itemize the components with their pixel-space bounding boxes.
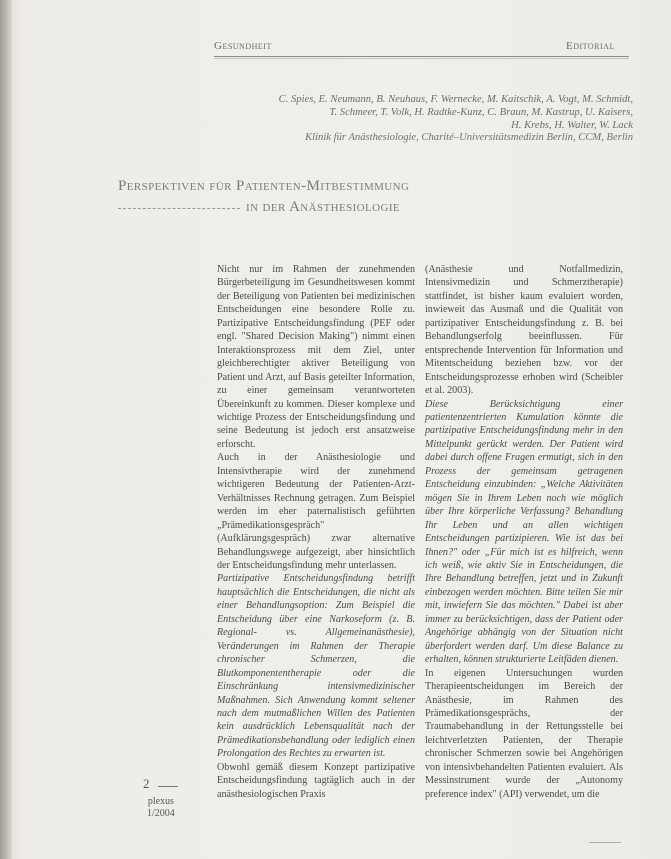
paragraph: Obwohl gemäß diesem Konzept partizipative Entscheidungsfindung tagtäglich auch in der anästhesiologischen Praxis <box>217 761 415 800</box>
paragraph-italic: Diese Berücksichtigung einer patientenzentrierten Kumulation könnte die partizipative Entscheidungsfindung mehr in den Mittelpunkt gerückt werden. Der Patient wird dabei durch offene Fragen ermutigt, sich in den Prozess der gemeinsam getragenen Entscheidung einzubinden: „Welche Aktivitäten mögen Sie in Ihrem Leben noch wie möglich über Ihre körperliche Verfassung? Behandlung Ihr Leben und an allen wichtigen Entscheidungen partizipieren. Wie ist das bei Ihnen?" oder „Für mich ist es hilfreich, wenn ich weiß, wie aktiv Sie in Entscheidungen, die Ihre Behandlung betreffen, jetzt und in Zukunft einbezogen werden möchten. Bitte teilen Sie mir mit, inwiefern Sie das möchten." Dabei ist aber immer zu berücksichtigen, dass der Patient oder Angehörige abhängig von der Situation nicht überfordert werden darf. Um diese Balance zu erhalten, können strukturierte Leitfäden dienen. <box>425 398 623 666</box>
journal-info <box>147 796 175 820</box>
author-line-2: T. Schmeer, T. Volk, H. Radtke-Kunz, C. Braun, M. Kastrup, U. Kaisers, <box>329 106 633 118</box>
journal-issue: 1/2004 <box>147 808 175 819</box>
header-rule-secondary <box>214 58 629 59</box>
article-title-line-2: in der Anästhesiologie <box>246 199 401 215</box>
author-line-1: C. Spies, E. Neumann, B. Neuhaus, F. Wernecke, M. Kaitschik, A. Vogt, M. Schmidt, <box>278 94 633 105</box>
page-edge-shadow <box>0 0 12 859</box>
author-affiliation: Klinik für Anästhesiologie, Charité–Universitätsmedizin Berlin, CCM, Berlin <box>305 132 633 144</box>
header-rule <box>214 56 629 57</box>
paragraph: Nicht nur im Rahmen der zunehmenden Bürgerbeteiligung im Gesundheitswesen kommt der Beteiligung von Patienten bei medizinischen Entscheidungen eine besondere Rolle zu. Partizipative Entscheidungsfindung (PEF oder engl. "Shared Decision Making") nimmt einen Interaktionsprozess mit dem Ziel, unter gleichberechtigter aktiver Beteiligung von Patient und Arzt, auf Basis geteilter Information, zu einer gemeinsam verantworteten Übereinkunft zu kommen. Dieser komplexe und wichtige Prozess der Entscheidungsfindung und seine Bedeutung ist jedoch erst ansatzweise erforscht. <box>217 264 415 450</box>
body-column-left <box>217 263 415 801</box>
author-block <box>203 94 633 145</box>
paragraph: Auch in der Anästhesiologie und Intensivtherapie wird der zunehmend wichtigeren Bedeutung der Patienten-Arzt-Verhältnisses Rechnung getragen. Zum Beispiel werden im eher paternalistisch geführten „Prämedikationsgespräch" (Aufklärungsgespräch) zwar alternative Behandlungswege aufgezeigt, aber hinsichtlich der Entscheidungsfindung mehr unterlassen. <box>217 452 415 571</box>
title-dashed-rule <box>118 208 240 209</box>
paragraph: In eigenen Untersuchungen wurden Therapieentscheidungen im Bereich der Anästhesie, im Rahmen des Prämedikationsgesprächs, der Traumabehandlung in der Rettungsstelle bei leichtverletzten Patienten, der Therapie chronischer Schmerzen sowie bei Angehörigen von intensivbehandelten Patienten evaluiert. Als Messinstrument wurde der „Autonomy preference index" (API) verwendet, um die <box>425 667 623 800</box>
author-line-3: H. Krebs, H. Walter, W. Lack <box>511 119 633 131</box>
header-section-right: Editorial <box>566 40 615 52</box>
page-number-rule <box>158 786 178 787</box>
article-title <box>118 176 638 218</box>
page-number: 2 <box>143 776 150 791</box>
article-title-line-1: Perspektiven für Patienten-Mitbestimmung <box>118 178 410 194</box>
body-column-right <box>425 263 623 801</box>
journal-name: plexus <box>147 796 174 807</box>
continuation-rule <box>589 842 621 843</box>
paragraph-italic: Partizipative Entscheidungsfindung betrifft hauptsächlich die Entscheidungen, die nicht als einer Behandlungsoption: Zum Beispiel die Entscheidung über eine Narkoseform (z. B. Regional- vs. Allgemeinanästhesie), Veränderungen im Rahmen der Therapie chronischer Schmerzen, die Blutkomponententherapie oder die Einschränkung intensivmedizinischer Maßnahmen. Sich Anwendung kommt seltener nach dem mutmaßlichen Willen des Patienten kein ausdrücklich Lebensqualität nach der Prämedikationsbehandlung oder lediglich einen Prolongation des Rechtes zu erwarten ist. <box>217 573 415 760</box>
header-section-left: Gesundheit <box>214 40 272 52</box>
paragraph: (Anästhesie und Notfallmedizin, Intensivmedizin und Schmerztherapie) stattfindet, ist bisher kaum evaluiert worden, inwieweit das Ausmaß und die Qualität von partizipativer Entscheidungsfindung z. B. bei Behandlungserfolg beeinflussen. Für entsprechende Intervention für Information und Mitentscheidung beziehen bzw. vor der Entscheidungsprozesse erhoben wird (Scheibler et al. 2003). <box>425 264 623 397</box>
